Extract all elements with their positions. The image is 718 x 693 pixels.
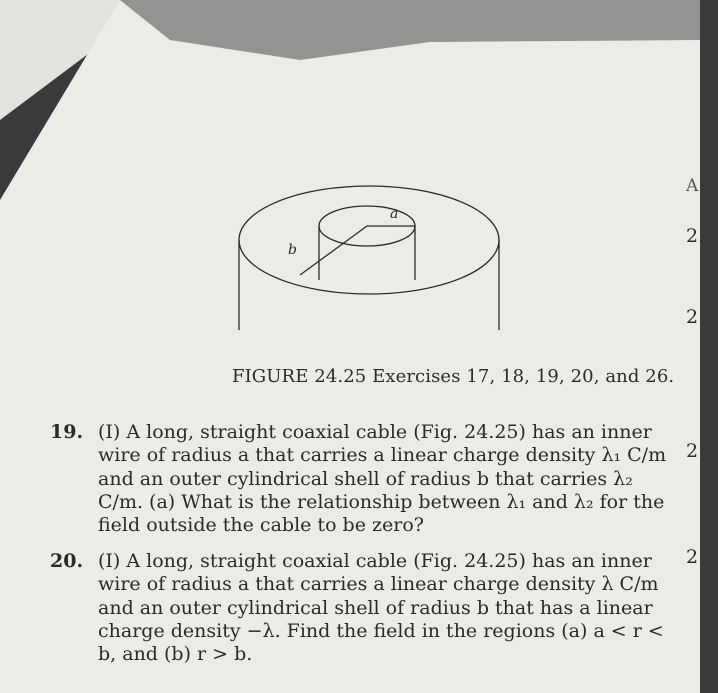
margin-fragment: 2 [686, 546, 699, 568]
exercise-number: 20. [50, 550, 84, 572]
text-line: (I) A long, straight coaxial cable (Fig. 24.25) has an inner [98, 550, 652, 572]
text-line: b, and (b) r > b. [98, 643, 253, 666]
text-line: wire of radius a that carries a linear charge density λ C/m [98, 573, 659, 596]
text-line: wire of radius a that carries a linear charge density λ₁ C/m [98, 444, 667, 467]
exercise-text [98, 550, 718, 666]
margin-fragment: 2 [686, 306, 699, 328]
margin-fragment: 2 [686, 440, 699, 462]
text-line: (I) A long, straight coaxial cable (Fig. 24.25) has an inner [98, 421, 652, 443]
label-b: b [288, 242, 297, 258]
text-line: and an outer cylindrical shell of radius b that carries λ₂ [98, 467, 633, 490]
exercise-text [98, 421, 718, 537]
text-line: charge density −λ. Find the field in the regions (a) a < r < [98, 619, 664, 642]
margin-fragment: A [686, 176, 699, 196]
text-line: field outside the cable to be zero? [98, 514, 424, 537]
label-a: a [390, 206, 399, 222]
text-line: C/m. (a) What is the relationship between λ₁ and λ₂ for the [98, 490, 665, 513]
text-line: and an outer cylindrical shell of radius b that has a linear [98, 596, 653, 619]
outer-shell-top [239, 186, 499, 294]
margin-fragment: 2. [686, 225, 705, 247]
figure-caption: FIGURE 24.25 Exercises 17, 18, 19, 20, and 26. [232, 366, 675, 387]
exercise-number: 19. [50, 421, 84, 443]
radius-b-line [300, 226, 367, 275]
